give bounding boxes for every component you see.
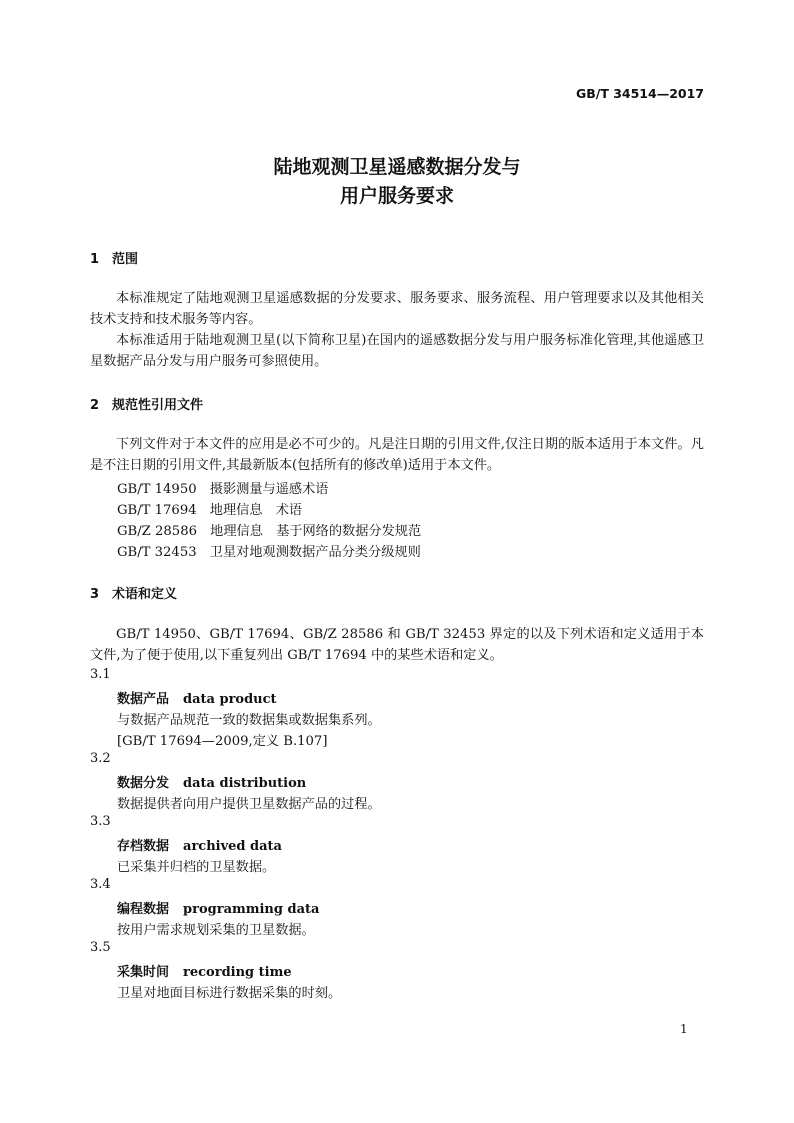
term-definition: 已采集并归档的卫星数据。	[117, 860, 276, 875]
document-title-line1: 陆地观测卫星遥感数据分发与	[273, 156, 521, 178]
term-title	[117, 772, 306, 791]
term-title	[117, 688, 277, 707]
term-en: archived data	[183, 839, 282, 854]
section-title: 范围	[112, 252, 139, 267]
document-title-line2: 用户服务要求	[339, 185, 454, 207]
reference-item: GB/T 17694 地理信息 术语	[117, 503, 303, 518]
term-zh: 数据产品	[117, 692, 170, 707]
term-en: data distribution	[183, 776, 307, 791]
term-en: recording time	[183, 965, 292, 980]
term-number: 3.2	[90, 751, 111, 766]
section-number: 3	[90, 587, 100, 602]
section-2-para-1: 下列文件对于本文件的应用是必不可少的。凡是注日期的引用文件,仅注日期的版本适用于本文件。凡是不注日期的引用文件,其最新版本(包括所有的修改单)适用于本文件。	[90, 437, 704, 473]
reference-item: GB/Z 28586 地理信息 基于网络的数据分发规范	[117, 524, 422, 539]
term-number: 3.4	[90, 877, 111, 892]
term-definition: 卫星对地面目标进行数据采集的时刻。	[117, 986, 342, 1001]
term-source: [GB/T 17694—2009,定义 B.107]	[117, 734, 328, 749]
page-number: 1	[680, 1022, 688, 1036]
section-number: 1	[90, 252, 100, 267]
section-title: 术语和定义	[112, 587, 178, 602]
standard-number: GB/T 34514—2017	[575, 86, 704, 101]
term-title	[117, 898, 319, 917]
term-number: 3.5	[90, 940, 111, 955]
term-definition: 与数据产品规范一致的数据集或数据集系列。	[117, 713, 381, 728]
term-number: 3.1	[90, 667, 111, 682]
section-2-heading	[90, 394, 203, 413]
section-1-heading	[90, 248, 138, 267]
section-3-heading	[90, 583, 177, 602]
term-zh: 采集时间	[117, 965, 170, 980]
section-title: 规范性引用文件	[112, 398, 204, 413]
section-1-para-1: 本标准规定了陆地观测卫星遥感数据的分发要求、服务要求、服务流程、用户管理要求以及其他相关技术支持和技术服务等内容。	[90, 291, 704, 327]
term-zh: 存档数据	[117, 839, 170, 854]
section-1-para-2: 本标准适用于陆地观测卫星(以下简称卫星)在国内的遥感数据分发与用户服务标准化管理,其他遥感卫星数据产品分发与用户服务可参照使用。	[90, 333, 704, 369]
term-en: programming data	[183, 902, 320, 917]
term-zh: 编程数据	[117, 902, 170, 917]
term-zh: 数据分发	[117, 776, 170, 791]
term-number: 3.3	[90, 814, 111, 829]
term-definition: 按用户需求规划采集的卫星数据。	[117, 923, 315, 938]
section-number: 2	[90, 398, 100, 413]
reference-item: GB/T 14950 摄影测量与遥感术语	[117, 482, 329, 497]
term-title	[117, 961, 292, 980]
term-definition: 数据提供者向用户提供卫星数据产品的过程。	[117, 797, 381, 812]
section-3-para-1: GB/T 14950、GB/T 17694、GB/Z 28586 和 GB/T 32453 界定的以及下列术语和定义适用于本文件,为了便于使用,以下重复列出 GB/T 17694 中的某些术语和定义。	[90, 627, 704, 663]
term-en: data product	[183, 692, 277, 707]
reference-item: GB/T 32453 卫星对地观测数据产品分类分级规则	[117, 545, 421, 560]
term-title	[117, 835, 282, 854]
